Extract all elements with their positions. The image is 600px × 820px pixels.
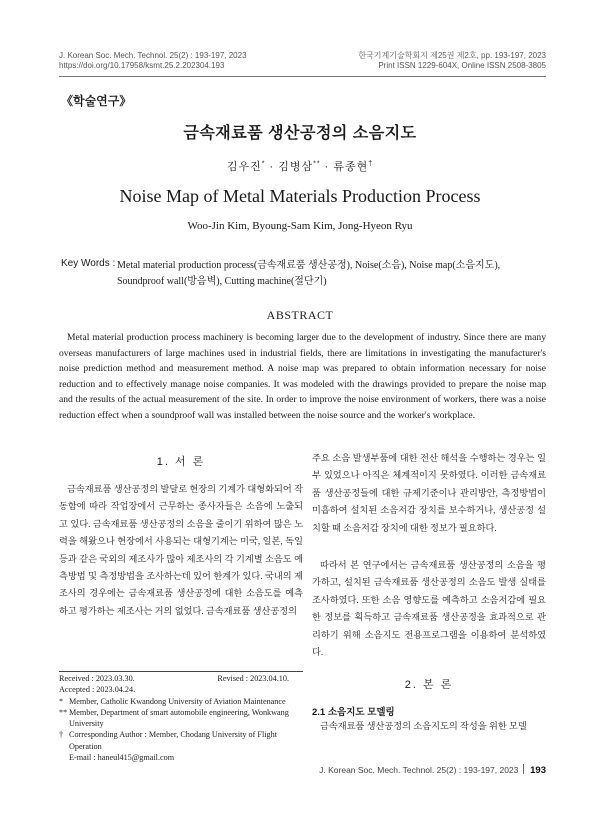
article-category: 《학술연구》 xyxy=(61,94,132,108)
abstract-heading: ABSTRACT xyxy=(266,308,334,322)
section-2-heading: 2. 본 론 xyxy=(404,679,454,691)
keywords-text: Metal material production process(금속재료품 생산공정), Noise(소음), Noise map(소음지도), Soundproof wall(방음벽), Cutting machine(절단기) xyxy=(117,260,501,287)
doi-link[interactable]: https://doi.org/10.17958/ksmt.25.2.202304.193 xyxy=(59,61,225,70)
title-korean: 금속재료품 생산공정의 소음지도 xyxy=(183,125,417,142)
title-english: Noise Map of Metal Materials Production Process xyxy=(119,186,481,206)
section-1-paragraph-2: 따라서 본 연구에서는 금속재료품 생산공정의 소음을 평가하고, 설치된 금속재료품 생산공정의 소음도 발생 실태를 조사하였다. 또한 소음 영향도를 예측하고 소음저감에 필요한 정보를 획득하고 금속재료품 생산공정을 효과적으로 관리하기 위해 소음지도 전용프로그램을 이용하여 분석하였다. xyxy=(312,560,546,658)
authors-english: Woo-Jin Kim, Byoung-Sam Kim, Jong-Hyeon Ryu xyxy=(187,220,413,232)
author-separator: · xyxy=(320,161,334,173)
footnote-divider xyxy=(59,671,303,672)
header-divider xyxy=(59,76,546,77)
footnotes xyxy=(59,673,303,763)
accepted-date: Accepted : 2023.04.24. xyxy=(59,685,136,695)
subsection-2-1-paragraph: 금속재료품 생산공정의 소음지도의 작성을 위한 모델 xyxy=(320,721,527,731)
footnote-3 xyxy=(59,729,303,752)
footnote-2 xyxy=(59,707,303,730)
running-header-right xyxy=(286,51,546,71)
footnote-3-text: Corresponding Author : Member, Chodang University of Flight Operation xyxy=(69,730,277,751)
footer-citation: J. Korean Soc. Mech. Technol. 25(2) : 193-197, 2023 xyxy=(319,765,519,775)
section-1-heading: 1. 서 론 xyxy=(156,456,206,468)
author-1: 김우진 xyxy=(226,161,262,173)
page-footer xyxy=(310,764,546,776)
author-1-mark: * xyxy=(261,160,266,168)
issn-info: Print ISSN 1229-604X, Online ISSN 2508-3805 xyxy=(378,61,546,70)
section-1-paragraph: 금속재료품 생산공정의 발달로 현장의 기계가 대형화되어 작동함에 따라 작업장에서 근무하는 종사자들은 소음에 노출되고 있다. 금속재료품 생산공정의 소음을 줄이기 위하여 많은 노력을 해왔으나 현장에서 사용되는 대형기계는 미국, 일본, 독일 등과 같은 국외의 제조사가 많아 제조사의 각 기계별 소음도 예측방법 및 측정방법을 조사하는데 있어 한계가 있다. 국내의 제조사의 경우에는 금속재료품 생산공정에 대한 소음도를 예측하고 평가하는 제조사는 거의 없었다. 금속재료품 생산공정의 xyxy=(59,484,303,616)
keywords-label: Key Words : xyxy=(61,258,116,269)
journal-citation: J. Korean Soc. Mech. Technol. 25(2) : 193-197, 2023 xyxy=(59,51,247,60)
received-dates xyxy=(59,673,303,684)
footnote-1-text: Member, Catholic Kwandong University of Aviation Maintenance xyxy=(69,696,286,706)
footnote-1 xyxy=(59,696,303,707)
author-separator: · xyxy=(265,161,279,173)
subsection-2-1-heading: 2.1 소음지도 모델링 xyxy=(312,707,395,718)
footer-divider-bar xyxy=(523,764,524,774)
author-3-mark: † xyxy=(368,160,374,168)
email-text[interactable]: E-mail : haneul415@gmail.com xyxy=(69,753,175,763)
journal-name-ko: 한국기계기술학회지 제25권 제2호, pp. 193-197, 2023 xyxy=(358,51,546,60)
author-3: 류종현 xyxy=(333,161,369,173)
email-line xyxy=(59,752,303,763)
footnote-2-mark: ** xyxy=(59,707,68,717)
author-2-mark: ** xyxy=(313,160,321,168)
footnote-3-mark: † xyxy=(59,730,64,740)
running-header-left xyxy=(59,51,319,71)
abstract-body: Metal material production process machinery is becoming larger due to the development of industry. Since there are many overseas manufacturers of large machines used in industrial fields, there are limitations in investigating the manufacturer's noise prediction method and measurement method. A noise map was prepared to obtain information necessary for noise reduction and to effectively manage noise companies. It was modeled with the drawings provided to prepare the noise map and the results of the actual measurement of the site. In order to improve the noise environment of workers, there was a noise reduction effect when a soundproof wall was installed between the noise source and the worker's workplace. xyxy=(59,332,546,421)
footnote-2-text: Member, Department of smart automobile engineering, Wonkwang University xyxy=(69,707,289,729)
page-number: 193 xyxy=(530,765,546,776)
authors-korean xyxy=(0,158,600,174)
footnote-1-mark: * xyxy=(59,696,64,706)
received-date: Received : 2023.03.30. xyxy=(59,674,135,683)
author-2: 김병삼 xyxy=(278,161,314,173)
section-1-paragraph-continued: 주요 소음 발생부품에 대한 전산 해석을 수행하는 경우는 일부 있었으나 아직은 체계적이지 못하였다. 이러한 금속재료품 생산공정들에 대한 규제기준이나 관리방안, 측정방법이 미흡하여 설치된 소음저감 장치를 보수하거나, 생산공정 설치할 때 소음저감 장치에 대한 정보가 필요하다. xyxy=(312,453,546,533)
revised-date: Revised : 2023.04.10. xyxy=(217,674,289,683)
